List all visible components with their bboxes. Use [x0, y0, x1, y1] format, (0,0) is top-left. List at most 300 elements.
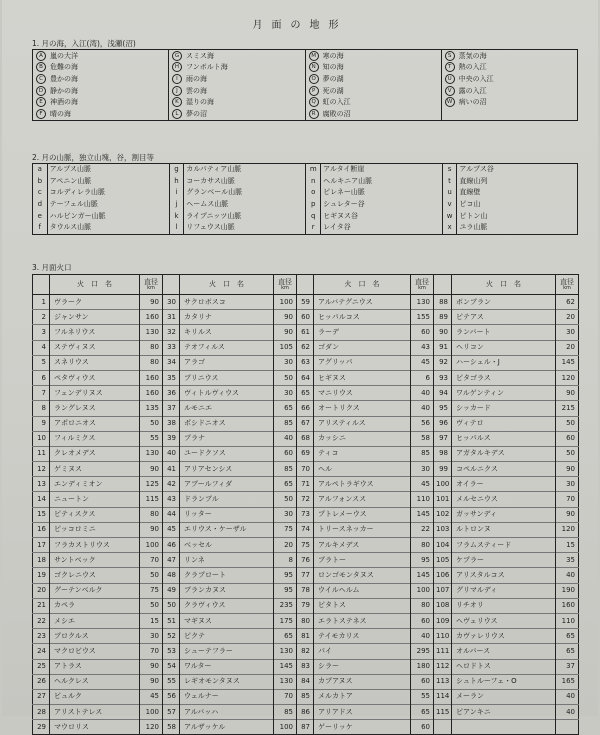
feature-name: リフェウス山脈 — [186, 223, 235, 232]
feature-name: タウルス山脈 — [49, 223, 92, 232]
crater-name: アラゴ — [180, 355, 274, 370]
crater-name: エリウス・ケーザル — [180, 522, 274, 537]
crater-number: 107 — [434, 583, 452, 598]
feature-name: アルプス谷 — [459, 165, 494, 174]
crater-name: アルフォンスス — [314, 492, 411, 507]
feature-name: 豊かの海 — [50, 74, 78, 83]
crater-name: ヴラーク — [50, 295, 140, 310]
crater-number: 14 — [33, 492, 50, 507]
crater-diameter: 120 — [556, 370, 579, 385]
feature-letter: j — [169, 199, 184, 211]
crater-diameter: 90 — [140, 522, 163, 537]
crater-name: クラプロート — [180, 568, 274, 583]
crater-name: アリアセンシス — [180, 462, 274, 477]
crater-name: ガッサンディ — [452, 507, 556, 522]
crater-number: 115 — [434, 705, 452, 720]
crater-number: 34 — [163, 355, 180, 370]
crater-name: ヒッパルコス — [314, 310, 411, 325]
crater-diameter: 90 — [140, 295, 163, 310]
crater-number: 61 — [297, 325, 314, 340]
crater-name: マウロリス — [50, 720, 140, 735]
crater-number: 65 — [297, 386, 314, 401]
circled-letter: R — [309, 109, 319, 119]
crater-name: シッカード — [452, 401, 556, 416]
crater-diameter: 130 — [140, 325, 163, 340]
seas-cell — [305, 108, 441, 120]
feature-name: 熱の入江 — [458, 63, 487, 72]
crater-diameter: 50 — [140, 598, 163, 613]
crater-number: 30 — [163, 295, 180, 310]
crater-number: 28 — [33, 705, 50, 720]
feature-letter: o — [306, 187, 321, 199]
table-row — [33, 522, 579, 537]
seas-cell — [33, 96, 169, 108]
crater-diameter: 130 — [274, 644, 297, 659]
crater-number: 63 — [297, 355, 314, 370]
crater-diameter: 43 — [411, 340, 434, 355]
crater-number: 16 — [33, 522, 50, 537]
crater-number: 51 — [163, 613, 180, 628]
crater-number: 17 — [33, 538, 50, 553]
crater-name: エンディミオン — [50, 477, 140, 492]
feature-name: 湿りの海 — [185, 98, 214, 107]
crater-diameter: 110 — [411, 492, 434, 507]
crater-diameter: 70 — [140, 644, 163, 659]
crater-number: 101 — [434, 492, 452, 507]
crater-diameter: 145 — [411, 568, 434, 583]
seas-row — [33, 73, 578, 85]
crater-diameter: 30 — [274, 386, 297, 401]
crater-number: 74 — [297, 522, 314, 537]
crater-diameter: 37 — [556, 659, 579, 674]
crater-diameter: 80 — [140, 507, 163, 522]
crater-name: プリニウス — [180, 370, 274, 385]
crater-name: アルザッケル — [180, 720, 274, 735]
crater-diameter: 160 — [140, 386, 163, 401]
feature-name: ヒギヌス谷 — [323, 211, 359, 220]
crater-number: 46 — [163, 538, 180, 553]
crater-number: 100 — [434, 477, 452, 492]
crater-number: 92 — [434, 355, 452, 370]
crater-name: アガタルキデス — [452, 446, 556, 461]
feature-name: 晴の海 — [50, 109, 71, 118]
crater-diameter: 180 — [411, 659, 434, 674]
crater-number: 7 — [33, 386, 50, 401]
crater-name: ゴダン — [314, 340, 411, 355]
crater-name: リッター — [180, 507, 274, 522]
seas-cell — [168, 62, 305, 74]
crater-name: シュトルーフェ・O — [452, 674, 556, 689]
crater-name: サクロボスコ — [180, 295, 274, 310]
crater-name: アトラス — [50, 659, 140, 674]
crater-diameter: 95 — [274, 583, 297, 598]
crater-diameter: 80 — [411, 598, 434, 613]
section3-heading: 3. 月面火口 — [32, 263, 72, 272]
crater-diameter: 50 — [556, 416, 579, 431]
crater-name: プトレメーウス — [314, 507, 411, 522]
crater-name: カタリナ — [180, 310, 274, 325]
crater-name: ヴィトルヴィウス — [180, 386, 274, 401]
table-row — [33, 401, 579, 416]
crater-name: マニリウス — [314, 386, 411, 401]
crater-name: ウェルナー — [180, 689, 274, 704]
feature-letter: l — [169, 222, 184, 234]
crater-name: ピタゴラス — [452, 370, 556, 385]
crater-number: 43 — [163, 492, 180, 507]
crater-number: 76 — [297, 553, 314, 568]
crater-number: 110 — [434, 629, 452, 644]
crater-name: パイ — [314, 644, 411, 659]
mountains-row — [33, 210, 578, 222]
diameter-label: 直径 — [278, 277, 292, 286]
table-row — [33, 720, 579, 735]
feature-name: コーカサス山脈 — [186, 176, 235, 185]
feature-letter: d — [33, 199, 48, 211]
crater-name: ティコ — [314, 446, 411, 461]
crater-diameter: 40 — [411, 386, 434, 401]
crater-name: コペルニクス — [452, 462, 556, 477]
crater-name: ヘヴェリウス — [452, 613, 556, 628]
feature-name: アルプス山脈 — [49, 165, 92, 174]
table-row — [33, 507, 579, 522]
crater-diameter: 235 — [274, 598, 297, 613]
crater-diameter: 65 — [274, 401, 297, 416]
feature-letter: h — [169, 176, 184, 188]
seas-cell — [168, 85, 305, 97]
seas-cell — [33, 73, 169, 85]
crater-number: 93 — [434, 370, 452, 385]
crater-number: 73 — [297, 507, 314, 522]
crater-number: 23 — [33, 629, 50, 644]
crater-number: 94 — [434, 386, 452, 401]
crater-name: アリスタルコス — [452, 568, 556, 583]
crater-diameter: 95 — [411, 553, 434, 568]
crater-number: 114 — [434, 689, 452, 704]
crater-number: 95 — [434, 401, 452, 416]
crater-number: 6 — [33, 370, 50, 385]
number-header — [297, 275, 314, 295]
crater-number: 1 — [33, 295, 50, 310]
crater-name: クラヴィウス — [180, 598, 274, 613]
crater-diameter: 50 — [556, 446, 579, 461]
table-row — [33, 462, 579, 477]
seas-cell — [168, 50, 305, 62]
craters-header-row — [33, 275, 579, 295]
crater-number: 96 — [434, 416, 452, 431]
crater-diameter: 55 — [411, 689, 434, 704]
feature-name: グランベール山脈 — [186, 188, 243, 197]
crater-number: 39 — [163, 431, 180, 446]
crater-diameter: 100 — [140, 705, 163, 720]
table-row — [33, 325, 579, 340]
name-header: 火 口 名 — [50, 275, 140, 295]
feature-letter: r — [306, 222, 321, 234]
table-row — [33, 446, 579, 461]
crater-name: ピティスクス — [50, 507, 140, 522]
crater-diameter: 85 — [274, 705, 297, 720]
crater-diameter: 55 — [140, 431, 163, 446]
crater-diameter: 100 — [274, 295, 297, 310]
feature-letter: n — [306, 176, 321, 188]
crater-number: 60 — [297, 310, 314, 325]
feature-name: ユラ山脈 — [459, 223, 488, 232]
crater-diameter: 58 — [411, 431, 434, 446]
crater-name: カペラ — [50, 598, 140, 613]
mountains-row — [33, 222, 578, 234]
crater-number: 53 — [163, 644, 180, 659]
crater-name: プラナ — [180, 431, 274, 446]
crater-diameter: 20 — [274, 538, 297, 553]
crater-name: ハーシェル・J — [452, 355, 556, 370]
crater-number: 77 — [297, 568, 314, 583]
feature-letter: f — [33, 222, 48, 234]
feature-name: 直線山列 — [459, 176, 488, 185]
crater-name: アブールフィダ — [180, 477, 274, 492]
crater-diameter: 40 — [556, 705, 579, 720]
seas-cell — [168, 108, 305, 120]
crater-diameter: 120 — [556, 522, 579, 537]
crater-name: エラトステネス — [314, 613, 411, 628]
table-row — [33, 583, 579, 598]
crater-number: 9 — [33, 416, 50, 431]
crater-name: フェンデリヌス — [50, 386, 140, 401]
crater-name: ヘロドトス — [452, 659, 556, 674]
crater-number: 88 — [434, 295, 452, 310]
crater-name: ステヴィヌス — [50, 340, 140, 355]
crater-name: フラムスティード — [452, 538, 556, 553]
crater-diameter: 50 — [140, 568, 163, 583]
crater-diameter: 145 — [274, 659, 297, 674]
feature-name: スミス海 — [185, 51, 214, 60]
name-header: 火 口 名 — [452, 275, 556, 295]
crater-name: カヴァレリウス — [452, 629, 556, 644]
crater-diameter: 40 — [411, 401, 434, 416]
crater-name: ウイルヘルム — [314, 583, 411, 598]
seas-cell — [305, 85, 441, 97]
crater-diameter: 50 — [274, 492, 297, 507]
feature-letter: k — [169, 210, 184, 222]
feature-name: ライプニッツ山脈 — [186, 211, 242, 220]
seas-cell — [441, 96, 577, 108]
crater-number: 32 — [163, 325, 180, 340]
circled-letter: O — [309, 74, 319, 84]
feature-letter: v — [442, 199, 457, 211]
crater-number: 10 — [33, 431, 50, 446]
feature-letter: e — [33, 210, 48, 222]
crater-diameter: 80 — [140, 340, 163, 355]
crater-name: マギヌス — [180, 613, 274, 628]
feature-name: レイタ谷 — [323, 223, 351, 232]
crater-number: 55 — [163, 674, 180, 689]
table-row — [33, 492, 579, 507]
crater-diameter: 70 — [140, 553, 163, 568]
circled-letter: C — [36, 74, 46, 84]
crater-number: 72 — [297, 492, 314, 507]
crater-number: 22 — [33, 613, 50, 628]
crater-number: 86 — [297, 705, 314, 720]
crater-diameter: 65 — [274, 477, 297, 492]
crater-number: 8 — [33, 401, 50, 416]
crater-diameter: 90 — [556, 386, 579, 401]
feature-name: 中央の入江 — [458, 74, 494, 83]
crater-number: 48 — [163, 568, 180, 583]
crater-diameter: 30 — [556, 325, 579, 340]
crater-number: 44 — [163, 507, 180, 522]
crater-name: ニュートン — [50, 492, 140, 507]
crater-name: テオフィルス — [180, 340, 274, 355]
mountains-row — [33, 187, 578, 199]
crater-name: フラカストリウス — [50, 538, 140, 553]
crater-diameter: 8 — [274, 553, 297, 568]
table-row — [33, 386, 579, 401]
feature-name: 腐敗の沼 — [322, 109, 351, 118]
crater-diameter: 100 — [274, 720, 297, 735]
crater-name: サントベック — [50, 553, 140, 568]
crater-number: 69 — [297, 446, 314, 461]
crater-number: 20 — [33, 583, 50, 598]
feature-letter: i — [169, 187, 184, 199]
crater-diameter: 60 — [274, 446, 297, 461]
crater-name: ロンゴモンタヌス — [314, 568, 411, 583]
feature-name: 夢の沼 — [185, 109, 207, 118]
seas-row — [33, 62, 578, 74]
crater-name: メルセニウス — [452, 492, 556, 507]
crater-diameter: 6 — [411, 370, 434, 385]
circled-letter: J — [172, 86, 182, 96]
table-row — [33, 477, 579, 492]
crater-diameter: 40 — [556, 568, 579, 583]
crater-diameter: 60 — [411, 325, 434, 340]
crater-name: プロクルス — [50, 629, 140, 644]
circled-letter: A — [36, 51, 46, 61]
crater-name: ラーデ — [314, 325, 411, 340]
crater-name: グーテンベルク — [50, 583, 140, 598]
crater-diameter: 75 — [140, 583, 163, 598]
feature-name: ヘルキニア山脈 — [323, 176, 373, 185]
crater-name: ベッセル — [180, 538, 274, 553]
feature-letter: c — [33, 187, 48, 199]
feature-name: アペニン山脈 — [49, 176, 92, 185]
crater-number: 31 — [163, 310, 180, 325]
crater-diameter: 130 — [274, 674, 297, 689]
crater-name: ピッコロミニ — [50, 522, 140, 537]
feature-name: 露の入江 — [458, 86, 487, 95]
crater-name: ジャンサン — [50, 310, 140, 325]
crater-name: ケプラー — [452, 553, 556, 568]
crater-diameter: 160 — [556, 598, 579, 613]
crater-number: 33 — [163, 340, 180, 355]
crater-number: 3 — [33, 325, 50, 340]
seas-cell — [305, 50, 441, 62]
table-row — [33, 689, 579, 704]
crater-name: アルキメデス — [314, 538, 411, 553]
crater-number: 54 — [163, 659, 180, 674]
crater-name: カプアヌス — [314, 674, 411, 689]
seas-cell — [33, 50, 169, 62]
crater-number: 25 — [33, 659, 50, 674]
circled-letter: P — [309, 86, 319, 96]
crater-diameter: 15 — [556, 538, 579, 553]
seas-cell — [305, 73, 441, 85]
feature-name: ピコ山 — [459, 200, 481, 209]
feature-letter: g — [169, 164, 184, 176]
feature-name: ハルビンガー山脈 — [49, 211, 106, 220]
crater-number: 11 — [33, 446, 50, 461]
crater-number: 38 — [163, 416, 180, 431]
mountains-row — [33, 176, 578, 188]
seas-cell — [441, 108, 577, 120]
crater-number: 29 — [33, 720, 50, 735]
crater-number: 97 — [434, 431, 452, 446]
crater-number: 24 — [33, 644, 50, 659]
crater-number: 35 — [163, 370, 180, 385]
crater-diameter: 35 — [556, 553, 579, 568]
diameter-label: 直径 — [144, 277, 158, 286]
feature-name: 虹の入江 — [322, 98, 351, 107]
crater-number: 27 — [33, 689, 50, 704]
crater-diameter: 40 — [411, 629, 434, 644]
crater-diameter: 115 — [140, 492, 163, 507]
diameter-header — [556, 275, 579, 295]
crater-name: リンネ — [180, 553, 274, 568]
crater-number: 47 — [163, 553, 180, 568]
feature-name: 雲の海 — [185, 86, 207, 95]
crater-number: 108 — [434, 598, 452, 613]
feature-name: 蒸気の海 — [458, 51, 487, 60]
crater-name: ワルター — [180, 659, 274, 674]
feature-letter: a — [33, 164, 48, 176]
crater-name: ドランブル — [180, 492, 274, 507]
feature-name: フンボルト海 — [185, 63, 228, 72]
crater-diameter: 125 — [140, 477, 163, 492]
crater-diameter: 95 — [274, 568, 297, 583]
crater-number: 26 — [33, 674, 50, 689]
feature-name: シュレター谷 — [323, 200, 365, 209]
circled-letter: S — [445, 51, 455, 61]
table-row — [33, 613, 579, 628]
feature-name: 危難の海 — [50, 63, 78, 72]
crater-diameter: 45 — [411, 355, 434, 370]
crater-diameter: 70 — [556, 492, 579, 507]
diameter-header — [140, 275, 163, 295]
crater-diameter: 65 — [556, 644, 579, 659]
crater-name: ヴィテロ — [452, 416, 556, 431]
crater-number: 52 — [163, 629, 180, 644]
crater-diameter: 90 — [556, 462, 579, 477]
crater-diameter: 110 — [556, 613, 579, 628]
crater-number: 87 — [297, 720, 314, 735]
crater-name: メーラン — [452, 689, 556, 704]
feature-name: 神酒の海 — [50, 98, 78, 107]
seas-cell — [441, 62, 577, 74]
crater-diameter: 85 — [274, 416, 297, 431]
crater-name: ルトロンヌ — [452, 522, 556, 537]
crater-name: ボンプラン — [452, 295, 556, 310]
table-row — [33, 629, 579, 644]
crater-diameter: 60 — [556, 431, 579, 446]
seas-row — [33, 50, 578, 62]
diameter-unit: km — [418, 284, 426, 291]
feature-name: 知の海 — [322, 63, 344, 72]
crater-diameter: 40 — [274, 431, 297, 446]
crater-diameter: 45 — [140, 689, 163, 704]
crater-name — [452, 720, 556, 735]
crater-diameter: 100 — [140, 538, 163, 553]
crater-diameter: 160 — [140, 370, 163, 385]
crater-number: 66 — [297, 401, 314, 416]
feature-letter: b — [33, 176, 48, 188]
crater-diameter: 90 — [556, 507, 579, 522]
